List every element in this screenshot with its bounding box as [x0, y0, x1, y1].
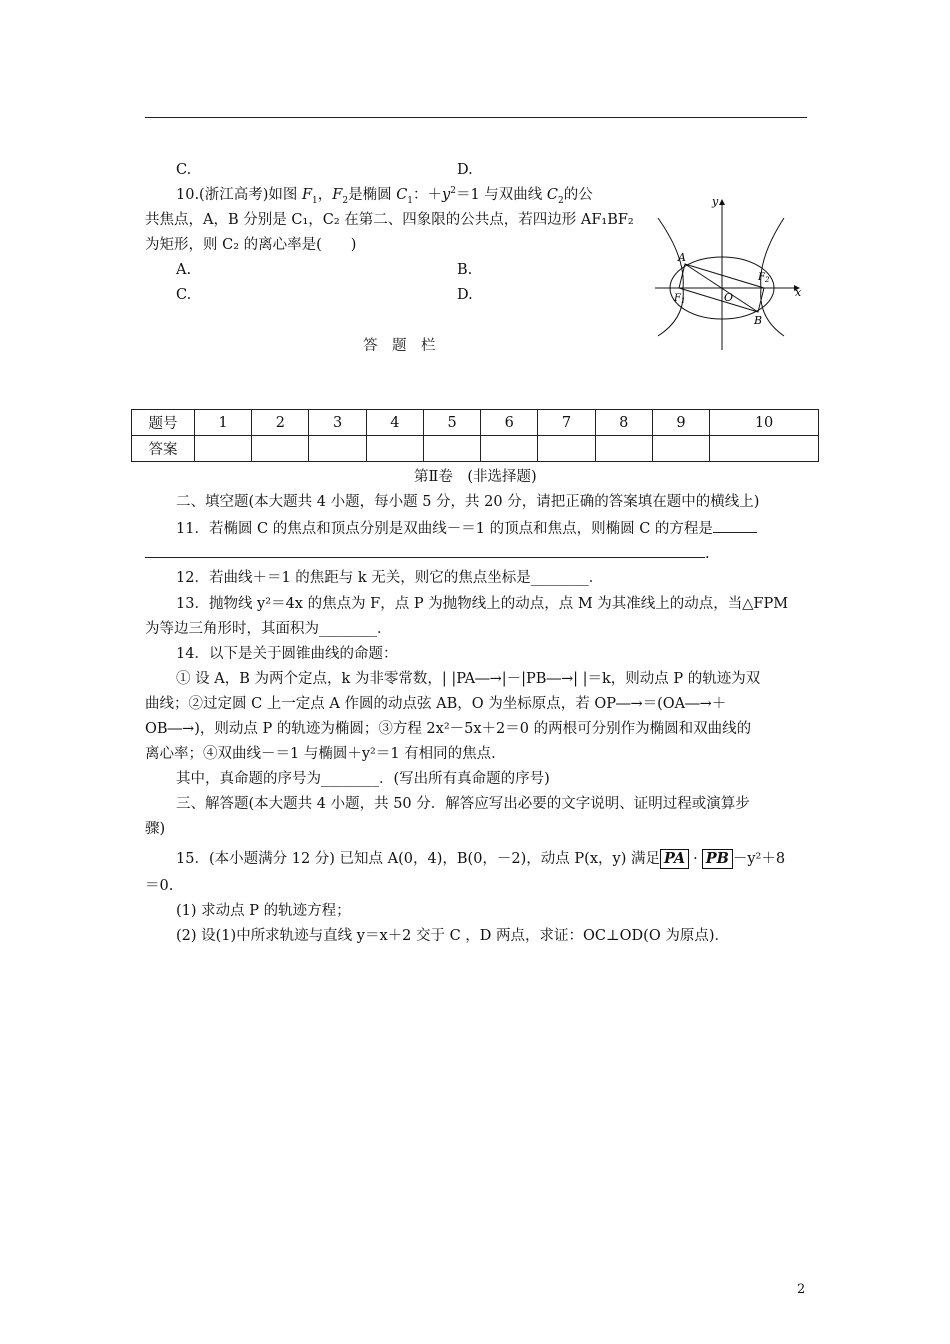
answer-cell[interactable] — [366, 436, 423, 462]
label-y: y — [712, 195, 719, 208]
q15-line1: 15．(本小题满分 12 分) 已知点 A(0，4)，B(0，－2)，动点 P(x，y) 满足 PA · PB －y²＋8 — [176, 850, 786, 867]
section3-line2: 骤) — [145, 821, 166, 837]
table-number-cell: 9 — [652, 410, 709, 436]
table-number-cell: 7 — [538, 410, 595, 436]
table-row-answers — [132, 436, 819, 462]
label-o: O — [724, 291, 734, 304]
part2-title: 第Ⅱ卷 (非选择题) — [414, 469, 537, 485]
table-number-cell: 8 — [595, 410, 652, 436]
ellipse-hyperbola-figure — [650, 188, 815, 353]
q10-option-b: B. — [457, 262, 473, 278]
q10-option-c: C. — [176, 287, 192, 303]
table-row-numbers — [132, 410, 819, 436]
answer-cell[interactable] — [195, 436, 252, 462]
table-number-cell: 10 — [710, 410, 819, 436]
q15-sub2: (2) 设(1)中所求轨迹与直线 y＝x＋2 交于 C ，D 两点，求证：OC⊥OD(O 为原点)． — [176, 928, 729, 944]
q10-line2: 共焦点，A，B 分别是 C₁，C₂ 在第二、四象限的公共点，若四边形 AF₁BF₂ — [145, 212, 634, 228]
answer-table — [131, 409, 819, 462]
answer-cell[interactable] — [710, 436, 819, 462]
q11-text: 11．若椭圆 C 的焦点和顶点分别是双曲线－＝1 的顶点和焦点，则椭圆 C 的方程是 — [176, 518, 757, 539]
q9-option-c: C. — [176, 162, 192, 178]
q10-line1: 10.(浙江高考)如图 $F_1$，$F_2$是椭圆 $C_1$：$+y^2=1$ 与双曲线 $C_2$的公 — [176, 186, 593, 206]
q10-line3: 为矩形，则 C₂ 的离心率是( ) — [145, 237, 357, 253]
q12-text: 12．若曲线＋＝1 的焦距与 k 无关，则它的焦点坐标是________． — [176, 570, 604, 586]
page-number: 2 — [797, 1282, 806, 1297]
vector-pa-box: PA — [660, 849, 689, 869]
q11-blank-1[interactable] — [713, 518, 757, 533]
table-answer-label: 答案 — [132, 436, 195, 462]
answer-cell[interactable] — [595, 436, 652, 462]
answer-cell[interactable] — [652, 436, 709, 462]
answer-cell[interactable] — [252, 436, 309, 462]
q10-option-a: A. — [176, 262, 192, 278]
q13-line2: 为等边三角形时，其面积为________． — [145, 621, 392, 637]
q14-line4: OB―→)，则动点 P 的轨迹为椭圆；③方程 2x²－5x＋2＝0 的两根可分别作为椭圆和双曲线的 — [145, 721, 752, 737]
label-f1: $F_1$ — [674, 293, 686, 305]
q14-line5: 离心率；④双曲线－＝1 与椭圆＋y²＝1 有相同的焦点. — [145, 746, 496, 762]
q15-sub1: (1) 求动点 P 的轨迹方程； — [176, 903, 351, 919]
header-rule — [145, 117, 807, 118]
vector-pb-box: PB — [702, 849, 733, 869]
q13-line1: 13．抛物线 y²＝4x 的焦点为 F，点 P 为抛物线上的动点，点 M 为其准线上的动点，当△FPM — [176, 596, 789, 612]
answer-cell[interactable] — [481, 436, 538, 462]
q14-line2: ① 设 A，B 为两个定点，k 为非零常数，| |PA―→|－|PB―→| |＝k，则动点 P 的轨迹为双 — [176, 671, 761, 687]
q11-blank-2[interactable] — [145, 543, 705, 558]
q14-line1: 14．以下是关于圆锥曲线的命题： — [176, 646, 398, 662]
q14-line6: 其中，真命题的序号为________．(写出所有真命题的序号) — [176, 771, 550, 787]
section3-line1: 三、解答题(本大题共 4 小题，共 50 分．解答应写出必要的文字说明、证明过程或演算步 — [176, 796, 750, 812]
table-number-cell: 2 — [252, 410, 309, 436]
answer-cell[interactable] — [538, 436, 595, 462]
label-x: x — [795, 286, 802, 299]
q10-option-d: D. — [457, 287, 473, 303]
hyperbola-left-branch — [658, 218, 686, 336]
q11-line2: . — [145, 543, 710, 564]
table-number-cell: 5 — [423, 410, 480, 436]
table-header-label: 题号 — [132, 410, 195, 436]
answer-cell[interactable] — [309, 436, 366, 462]
table-number-cell: 6 — [481, 410, 538, 436]
section2-heading: 二、填空题(本大题共 4 小题，每小题 5 分，共 20 分，请把正确的答案填在题中的横线上) — [176, 494, 760, 510]
q9-option-d: D. — [457, 162, 473, 178]
q14-line3: 曲线；②过定圆 C 上一定点 A 作圆的动点弦 AB，O 为坐标原点，若 OP―→＝(OA―→＋ — [145, 696, 727, 712]
q15-line2: ＝0. — [145, 878, 174, 894]
label-f2: $F_2$ — [758, 272, 770, 284]
label-b: B — [754, 314, 763, 327]
answer-cell[interactable] — [423, 436, 480, 462]
label-a: A — [678, 251, 686, 264]
table-number-cell: 3 — [309, 410, 366, 436]
answer-bar-title: 答 题 栏 — [363, 338, 436, 354]
table-number-cell: 4 — [366, 410, 423, 436]
table-number-cell: 1 — [195, 410, 252, 436]
